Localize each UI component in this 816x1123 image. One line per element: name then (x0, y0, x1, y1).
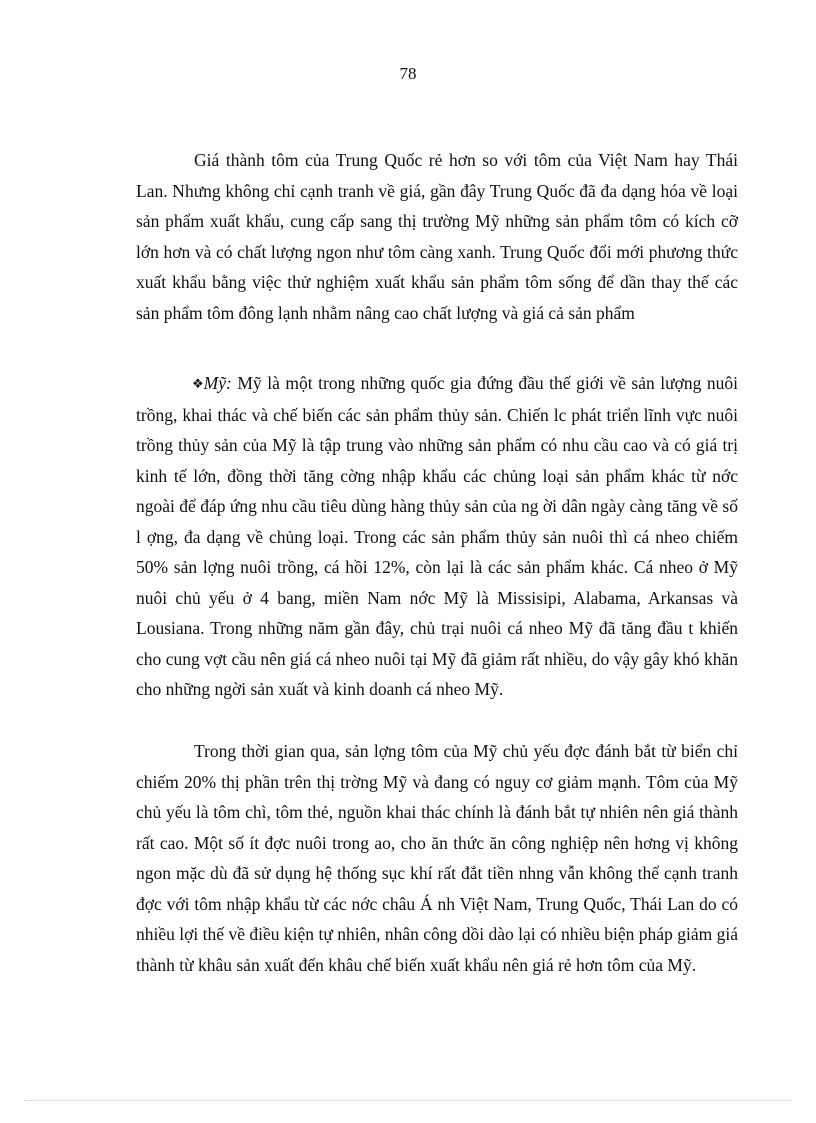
paragraph-china-shrimp: Giá thành tôm của Trung Quốc rẻ hơn so với tôm của Việt Nam hay Thái Lan. Nhưng không chỉ cạnh tranh về giá, gần đây Trung Quốc đã đa dạng hóa về loại sản phẩm xuất khẩu, cung cấp sang thị trường Mỹ những sản phẩm tôm có kích cỡ lớn hơn và có chất lượng ngon như tôm càng xanh. Trung Quốc đổi mới phương thức xuất khẩu bằng việc thử nghiệm xuất khẩu sản phẩm tôm sống để dần thay thế các sản phẩm tôm đông lạnh nhằm nâng cao chất lượng và giá cả sản phẩm (136, 150, 738, 323)
page-bottom-divider (24, 1100, 792, 1101)
paragraph-usa-shrimp: Trong thời gian qua, sản lợng tôm của Mỹ chủ yếu đợc đánh bắt từ biển chỉ chiếm 20% thị phần trên thị trờng Mỹ và đang có nguy cơ giảm mạnh. Tôm của Mỹ chủ yếu là tôm chì, tôm thẻ, nguồn khai thác chính là đánh bắt tự nhiên nên giá thành rất cao. Một số ít đợc nuôi trong ao, cho ăn thức ăn công nghiệp nên hơng vị không ngon mặc dù đã sử dụng hệ thống sục khí rất đắt tiền nhng vẫn không thể cạnh tranh đợc với tôm nhập khẩu từ các nớc châu Á nh Việt Nam, Trung Quốc, Thái Lan do có nhiều lợi thế về điều kiện tự nhiên, nhân công dồi dào lại có nhiều biện pháp giảm giá thành từ khâu sản xuất đến khâu chế biến xuất khẩu nên giá rẻ hơn tôm của Mỹ. (136, 741, 738, 975)
diamond-bullet-icon: ❖ (192, 376, 204, 391)
paragraph-usa-body: Mỹ là một trong những quốc gia đứng đầu thế giới về sản lượng nuôi trồng, khai thác và chế biến các sản phẩm thủy sản. Chiến lc phát triển lĩnh vực nuôi trồng thủy sản của Mỹ là tập trung vào những sản phẩm có nhu cầu cao và có giá trị kinh tế lớn, đồng thời tăng cờng nhập khẩu các chủng loại sản phẩm khác từ nớc ngoài để đáp ứng nhu cầu tiêu dùng hàng thủy sản của ng ời dân ngày càng tăng về số l ợng, đa dạng về chủng loại. Trong các sản phẩm thủy sản nuôi thì cá nheo chiếm 50% sản lợng nuôi trồng, cá hồi 12%, còn lại là các sản phẩm khác. Cá nheo ở Mỹ nuôi chủ yếu ở 4 bang, miền Nam nớc Mỹ là Missisipi, Alabama, Arkansas và Lousiana. Trong những năm gần đây, chủ trại nuôi cá nheo Mỹ đã tăng đầu t khiến cho cung vợt cầu nên giá cá nheo nuôi tại Mỹ đã giảm rất nhiều, do vậy gây khó khăn cho những ngời sản xuất và kinh doanh cá nheo Mỹ. (136, 373, 738, 699)
paragraph-usa (136, 368, 738, 705)
section-label-usa: Mỹ: (203, 373, 232, 393)
page-number: 78 (399, 64, 417, 83)
